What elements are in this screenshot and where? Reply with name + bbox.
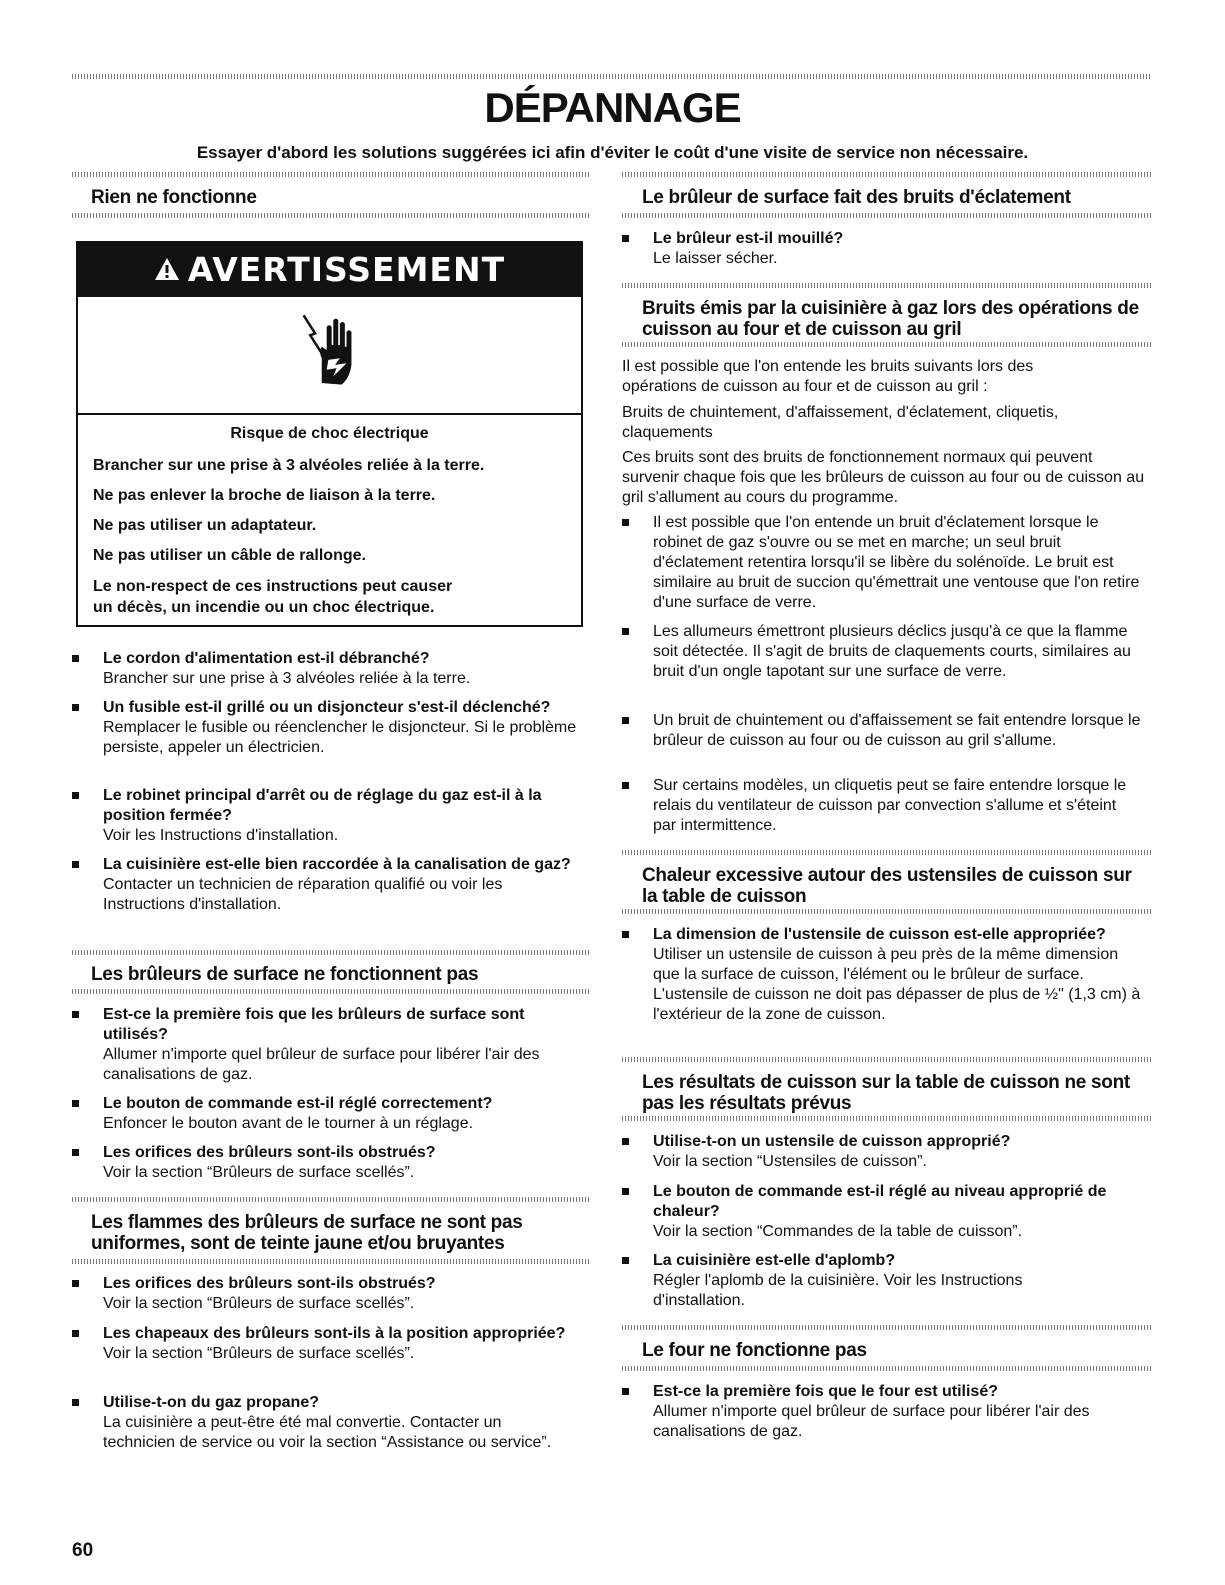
warning-line: Ne pas utiliser un câble de rallonge. <box>93 547 366 564</box>
bullet <box>72 861 79 868</box>
bullet <box>72 1100 79 1107</box>
bullet <box>622 717 629 724</box>
bullet <box>72 1149 79 1156</box>
section-rule <box>622 1366 1152 1371</box>
bullet <box>622 1257 629 1264</box>
section-heading: Le brûleur de surface fait des bruits d'éclatement <box>642 187 1071 208</box>
warning-line: Ne pas enlever la broche de liaison à la terre. <box>93 487 436 504</box>
item-question: La dimension de l'ustensile de cuisson est-elle appropriée? <box>653 926 1106 943</box>
item-answer: Enfoncer le bouton avant de le tourner à un réglage. <box>103 1115 474 1132</box>
bullet <box>622 1388 629 1395</box>
bullet <box>622 1188 629 1195</box>
paragraph: Bruits de chuintement, d'affaissement, d'éclatement, cliquetis, claquements <box>622 404 1059 441</box>
item-answer: Le laisser sécher. <box>653 250 778 267</box>
bullet <box>622 782 629 789</box>
warning-line: un décès, un incendie ou un choc électrique. <box>93 599 435 616</box>
section-heading-line: Les résultats de cuisson sur la table de cuisson ne sont <box>642 1072 1130 1093</box>
item-question: La cuisinière est-elle d'aplomb? <box>653 1252 896 1269</box>
warning-box <box>76 241 583 627</box>
section-rule <box>622 283 1152 288</box>
bullet <box>72 704 79 711</box>
warning-risk-title: Risque de choc électrique <box>230 425 429 442</box>
warning-header <box>76 241 583 297</box>
item-question: Le bouton de commande est-il réglé au niveau approprié de chaleur? <box>653 1183 1107 1220</box>
item-question: Les chapeaux des brûleurs sont-ils à la position appropriée? <box>103 1325 566 1342</box>
section-rule <box>622 1325 1152 1330</box>
item-answer: Contacter un technicien de réparation qualifié ou voir les Instructions d'installation. <box>103 876 503 913</box>
section-rule <box>622 213 1152 218</box>
item-answer: Remplacer le fusible ou réenclencher le disjoncteur. Si le problème persiste, appeler un électricien. <box>103 719 577 756</box>
item-question: Les orifices des brûleurs sont-ils obstrués? <box>103 1144 436 1161</box>
list-item <box>103 649 588 689</box>
item-question: Utilise-t-on un ustensile de cuisson approprié? <box>653 1133 1011 1150</box>
section-rule <box>622 342 1152 347</box>
section-heading <box>642 298 1139 340</box>
list-item <box>653 1251 1113 1311</box>
item-answer: Brancher sur une prise à 3 alvéoles reliée à la terre. <box>103 670 471 687</box>
bullet <box>72 1399 79 1406</box>
list-item <box>103 1393 553 1453</box>
section-rule <box>72 213 591 218</box>
section-heading <box>642 865 1132 907</box>
section-rule <box>622 850 1152 855</box>
list-item <box>653 711 1143 751</box>
item-question: Le cordon d'alimentation est-il débranché? <box>103 650 430 667</box>
item-question: Un fusible est-il grillé ou un disjoncteur s'est-il déclenché? <box>103 699 551 716</box>
section-rule <box>72 989 591 994</box>
list-item <box>653 1132 1143 1172</box>
section-rule <box>622 1057 1152 1062</box>
item-question: La cuisinière est-elle bien raccordée à la canalisation de gaz? <box>103 856 571 873</box>
item-text: Sur certains modèles, un cliquetis peut se faire entendre lorsque le relais du ventilateur de cuisson par convection s'allume et s'éteint par intermittence. <box>653 777 1127 834</box>
item-text: Les allumeurs émettront plusieurs déclics jusqu'à ce que la flamme soit détectée. Il s'agit de bruits de claquements courts, similaires au bruit d'un ongle tapotant sur une surface de verre. <box>653 623 1131 680</box>
item-answer: Voir la section “Ustensiles de cuisson”. <box>653 1153 927 1170</box>
item-answer: Voir la section “Brûleurs de surface scellés”. <box>103 1345 415 1362</box>
list-item <box>653 229 1143 269</box>
item-answer: Allumer n'importe quel brûleur de surface pour libérer l'air des canalisations de gaz. <box>653 1403 1090 1440</box>
list-item <box>653 776 1143 836</box>
list-item <box>103 786 588 846</box>
item-answer: Utiliser un ustensile de cuisson à peu près de la même dimension que la surface de cuisson, l'élément ou le brûleur de surface. L'ustensile de cuisson ne doit pas dépasser de plus de ½" (1,3 cm) à l'extérieur de la zone de cuisson. <box>653 946 1141 1023</box>
bullet <box>622 235 629 242</box>
list-item <box>103 698 588 758</box>
bullet <box>72 1011 79 1018</box>
item-answer: Régler l'aplomb de la cuisinière. Voir les Instructions d'installation. <box>653 1272 1023 1309</box>
warning-header-text: AVERTISSEMENT <box>187 249 506 289</box>
bullet <box>622 931 629 938</box>
page-subtitle: Essayer d'abord les solutions suggérées ici afin d'éviter le coût d'une visite de service non nécessaire. <box>196 143 1029 162</box>
section-heading: Le four ne fonctionne pas <box>642 1340 867 1361</box>
list-item <box>103 1005 588 1085</box>
item-answer: La cuisinière a peut-être été mal convertie. Contacter un technicien de service ou voir la section “Assistance ou service”. <box>103 1414 552 1451</box>
warning-line: Ne pas utiliser un adaptateur. <box>93 517 317 534</box>
list-item <box>653 622 1143 682</box>
bullet <box>622 628 629 635</box>
section-heading: Rien ne fonctionne <box>91 187 257 208</box>
list-item <box>103 855 588 915</box>
item-text: Il est possible que l'on entende un bruit d'éclatement lorsque le robinet de gaz s'ouvre ou se met en marche; un seul bruit d'éclatement retentira lorsqu'il se libère du solénoïde. Le bruit est similaire au bruit de succion qu'émettrait une ventouse que l'on retire d'une surface de verre. <box>653 514 1140 611</box>
bullet <box>72 1280 79 1287</box>
section-rule <box>72 950 591 955</box>
item-question: Le bouton de commande est-il réglé correctement? <box>103 1095 493 1112</box>
section-heading <box>91 1212 523 1254</box>
warning-line: Brancher sur une prise à 3 alvéoles reliée à la terre. <box>93 457 485 474</box>
bullet <box>72 1330 79 1337</box>
section-heading-line: la table de cuisson <box>642 886 807 907</box>
item-answer: Voir la section “Brûleurs de surface scellés”. <box>103 1164 415 1181</box>
section-heading-line: pas les résultats prévus <box>642 1093 852 1114</box>
section-heading-line: Chaleur excessive autour des ustensiles de cuisson sur <box>642 865 1132 886</box>
electric-shock-hand-icon <box>297 306 363 394</box>
section-rule <box>622 909 1152 914</box>
section-rule <box>72 172 591 177</box>
section-heading-line: cuisson au four et de cuisson au gril <box>642 319 962 340</box>
bullet <box>72 792 79 799</box>
item-answer: Allumer n'importe quel brûleur de surface pour libérer l'air des canalisations de gaz. <box>103 1046 540 1083</box>
item-text: Un bruit de chuintement ou d'affaissement se fait entendre lorsque le brûleur de cuisson au four ou de cuisson au gril s'allume. <box>653 712 1141 749</box>
list-item <box>103 1274 588 1314</box>
list-item <box>653 1182 1143 1242</box>
list-item <box>103 1094 588 1134</box>
section-rule <box>622 172 1152 177</box>
section-rule <box>72 1259 591 1264</box>
item-question: Est-ce la première fois que les brûleurs de surface sont utilisés? <box>103 1006 525 1043</box>
bullet <box>622 519 629 526</box>
section-heading: Les brûleurs de surface ne fonctionnent pas <box>91 964 479 985</box>
list-item <box>653 925 1143 1025</box>
section-rule <box>72 1197 591 1202</box>
list-item <box>653 513 1143 613</box>
section-heading-line: Les flammes des brûleurs de surface ne sont pas <box>91 1212 523 1233</box>
list-item <box>103 1143 588 1183</box>
paragraph: Il est possible que l'on entende les bruits suivants lors des opérations de cuisson au four et de cuisson au gril : <box>622 358 1034 395</box>
item-answer: Voir la section “Commandes de la table de cuisson”. <box>653 1223 1023 1240</box>
item-question: Le brûleur est-il mouillé? <box>653 230 844 247</box>
top-rule <box>72 74 1152 79</box>
item-answer: Voir la section “Brûleurs de surface scellés”. <box>103 1295 415 1312</box>
item-question: Les orifices des brûleurs sont-ils obstrués? <box>103 1275 436 1292</box>
section-heading-line: Bruits émis par la cuisinière à gaz lors des opérations de <box>642 298 1139 319</box>
list-item <box>653 1382 1143 1442</box>
bullet <box>72 655 79 662</box>
section-heading <box>642 1072 1130 1114</box>
section-rule <box>622 1116 1152 1121</box>
warning-line: Le non-respect de ces instructions peut causer <box>93 578 453 595</box>
page-title: DÉPANNAGE <box>484 84 741 131</box>
section-heading-line: uniformes, sont de teinte jaune et/ou bruyantes <box>91 1233 505 1254</box>
item-answer: Voir les Instructions d'installation. <box>103 827 339 844</box>
paragraph: Ces bruits sont des bruits de fonctionnement normaux qui peuvent survenir chaque fois que les brûleurs de cuisson au four ou de cuisson au gril s'allument au cours du programme. <box>622 449 1145 506</box>
item-question: Le robinet principal d'arrêt ou de réglage du gaz est-il à la position fermée? <box>103 787 542 824</box>
list-item <box>103 1324 588 1364</box>
warning-divider <box>78 413 581 415</box>
item-question: Utilise-t-on du gaz propane? <box>103 1394 319 1411</box>
bullet <box>622 1138 629 1145</box>
warning-triangle-icon <box>154 257 180 281</box>
item-question: Est-ce la première fois que le four est utilisé? <box>653 1383 998 1400</box>
page-number: 60 <box>72 1540 94 1561</box>
